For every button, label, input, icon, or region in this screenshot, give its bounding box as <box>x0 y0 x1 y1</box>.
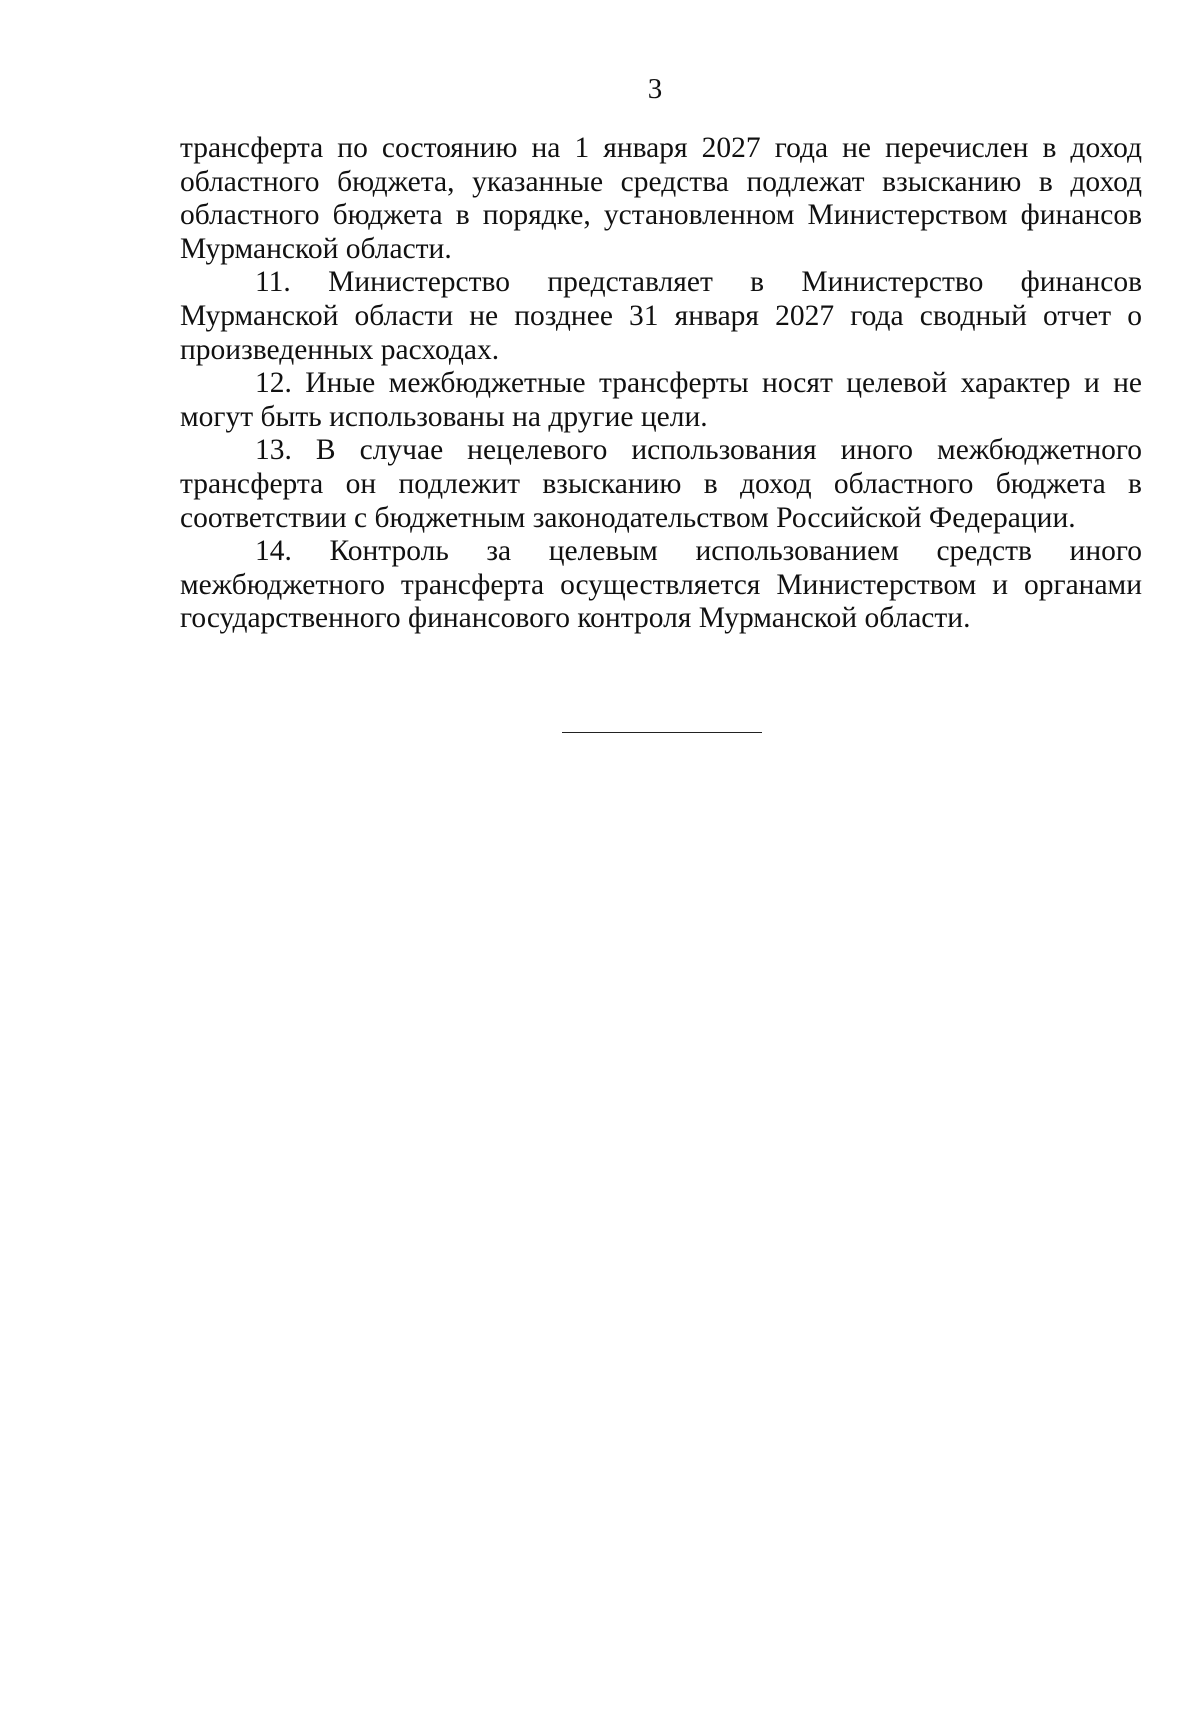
paragraph-item-12: 12. Иные межбюджетные трансферты носят целевой характер и не могут быть использованы на другие цели. <box>180 367 1142 433</box>
end-of-document-rule <box>562 732 762 733</box>
paragraph-continuation: трансферта по состоянию на 1 января 2027 года не перечислен в доход областного бюджета, указанные средства подлежат взысканию в доход областного бюджета в порядке, установленном Министерством финансов Мурманской области. <box>180 132 1142 265</box>
paragraph-item-14: 14. Контроль за целевым использованием средств иного межбюджетного трансферта осуществляется Министерством и органами государственного финансового контроля Мурманской области. <box>180 535 1142 635</box>
document-body <box>180 132 1142 636</box>
paragraph-item-13: 13. В случае нецелевого использования иного межбюджетного трансферта он подлежит взысканию в доход областного бюджета в соответствии с бюджетным законодательством Российской Федерации. <box>180 434 1142 534</box>
paragraph-item-11: 11. Министерство представляет в Министерство финансов Мурманской области не позднее 31 января 2027 года сводный отчет о произведенных расходах. <box>180 266 1142 366</box>
page-number: 3 <box>647 73 663 105</box>
